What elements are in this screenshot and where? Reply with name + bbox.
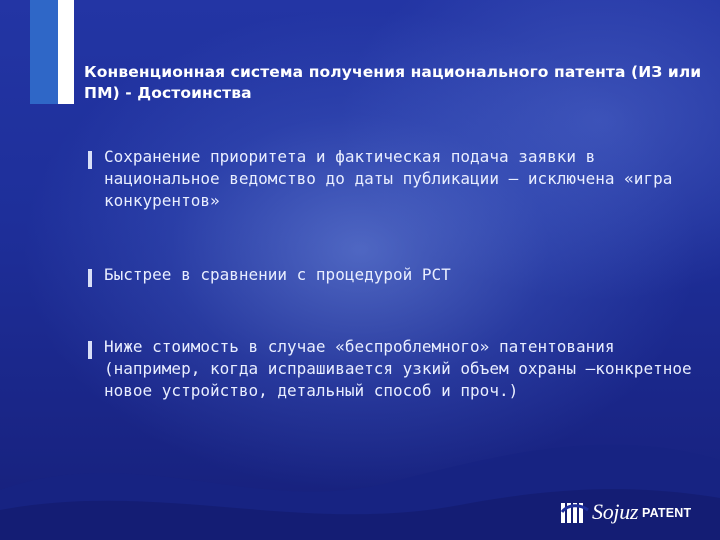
bullet-marker: [88, 151, 92, 169]
sojuzpatent-logo-icon: [560, 500, 592, 526]
logo-wordmark-suffix: PATENT: [642, 506, 692, 520]
bullet-marker: [88, 269, 92, 287]
bullet-item: [88, 336, 698, 402]
slide-title: Конвенционная система получения национального патента (ИЗ или ПМ) - Достоинства: [84, 63, 702, 102]
bullet-item: [88, 146, 698, 212]
bullet-item: [88, 264, 698, 286]
logo-wordmark: Sojuz: [592, 499, 639, 524]
title-accent-stripe: [58, 0, 74, 104]
bullet-marker: [88, 341, 92, 359]
bullet-text: Быстрее в сравнении с процедурой PCT: [104, 265, 451, 284]
bullet-text: Сохранение приоритета и фактическая подача заявки в национальное ведомство до даты публикации – исключена «игра конкурентов»: [104, 147, 673, 210]
sojuzpatent-logo: [560, 498, 710, 528]
bullet-text: Ниже стоимость в случае «беспроблемного» патентования (например, когда испрашивается узкий объем охраны –конкретное новое устройство, детальный способ и проч.): [104, 337, 692, 400]
